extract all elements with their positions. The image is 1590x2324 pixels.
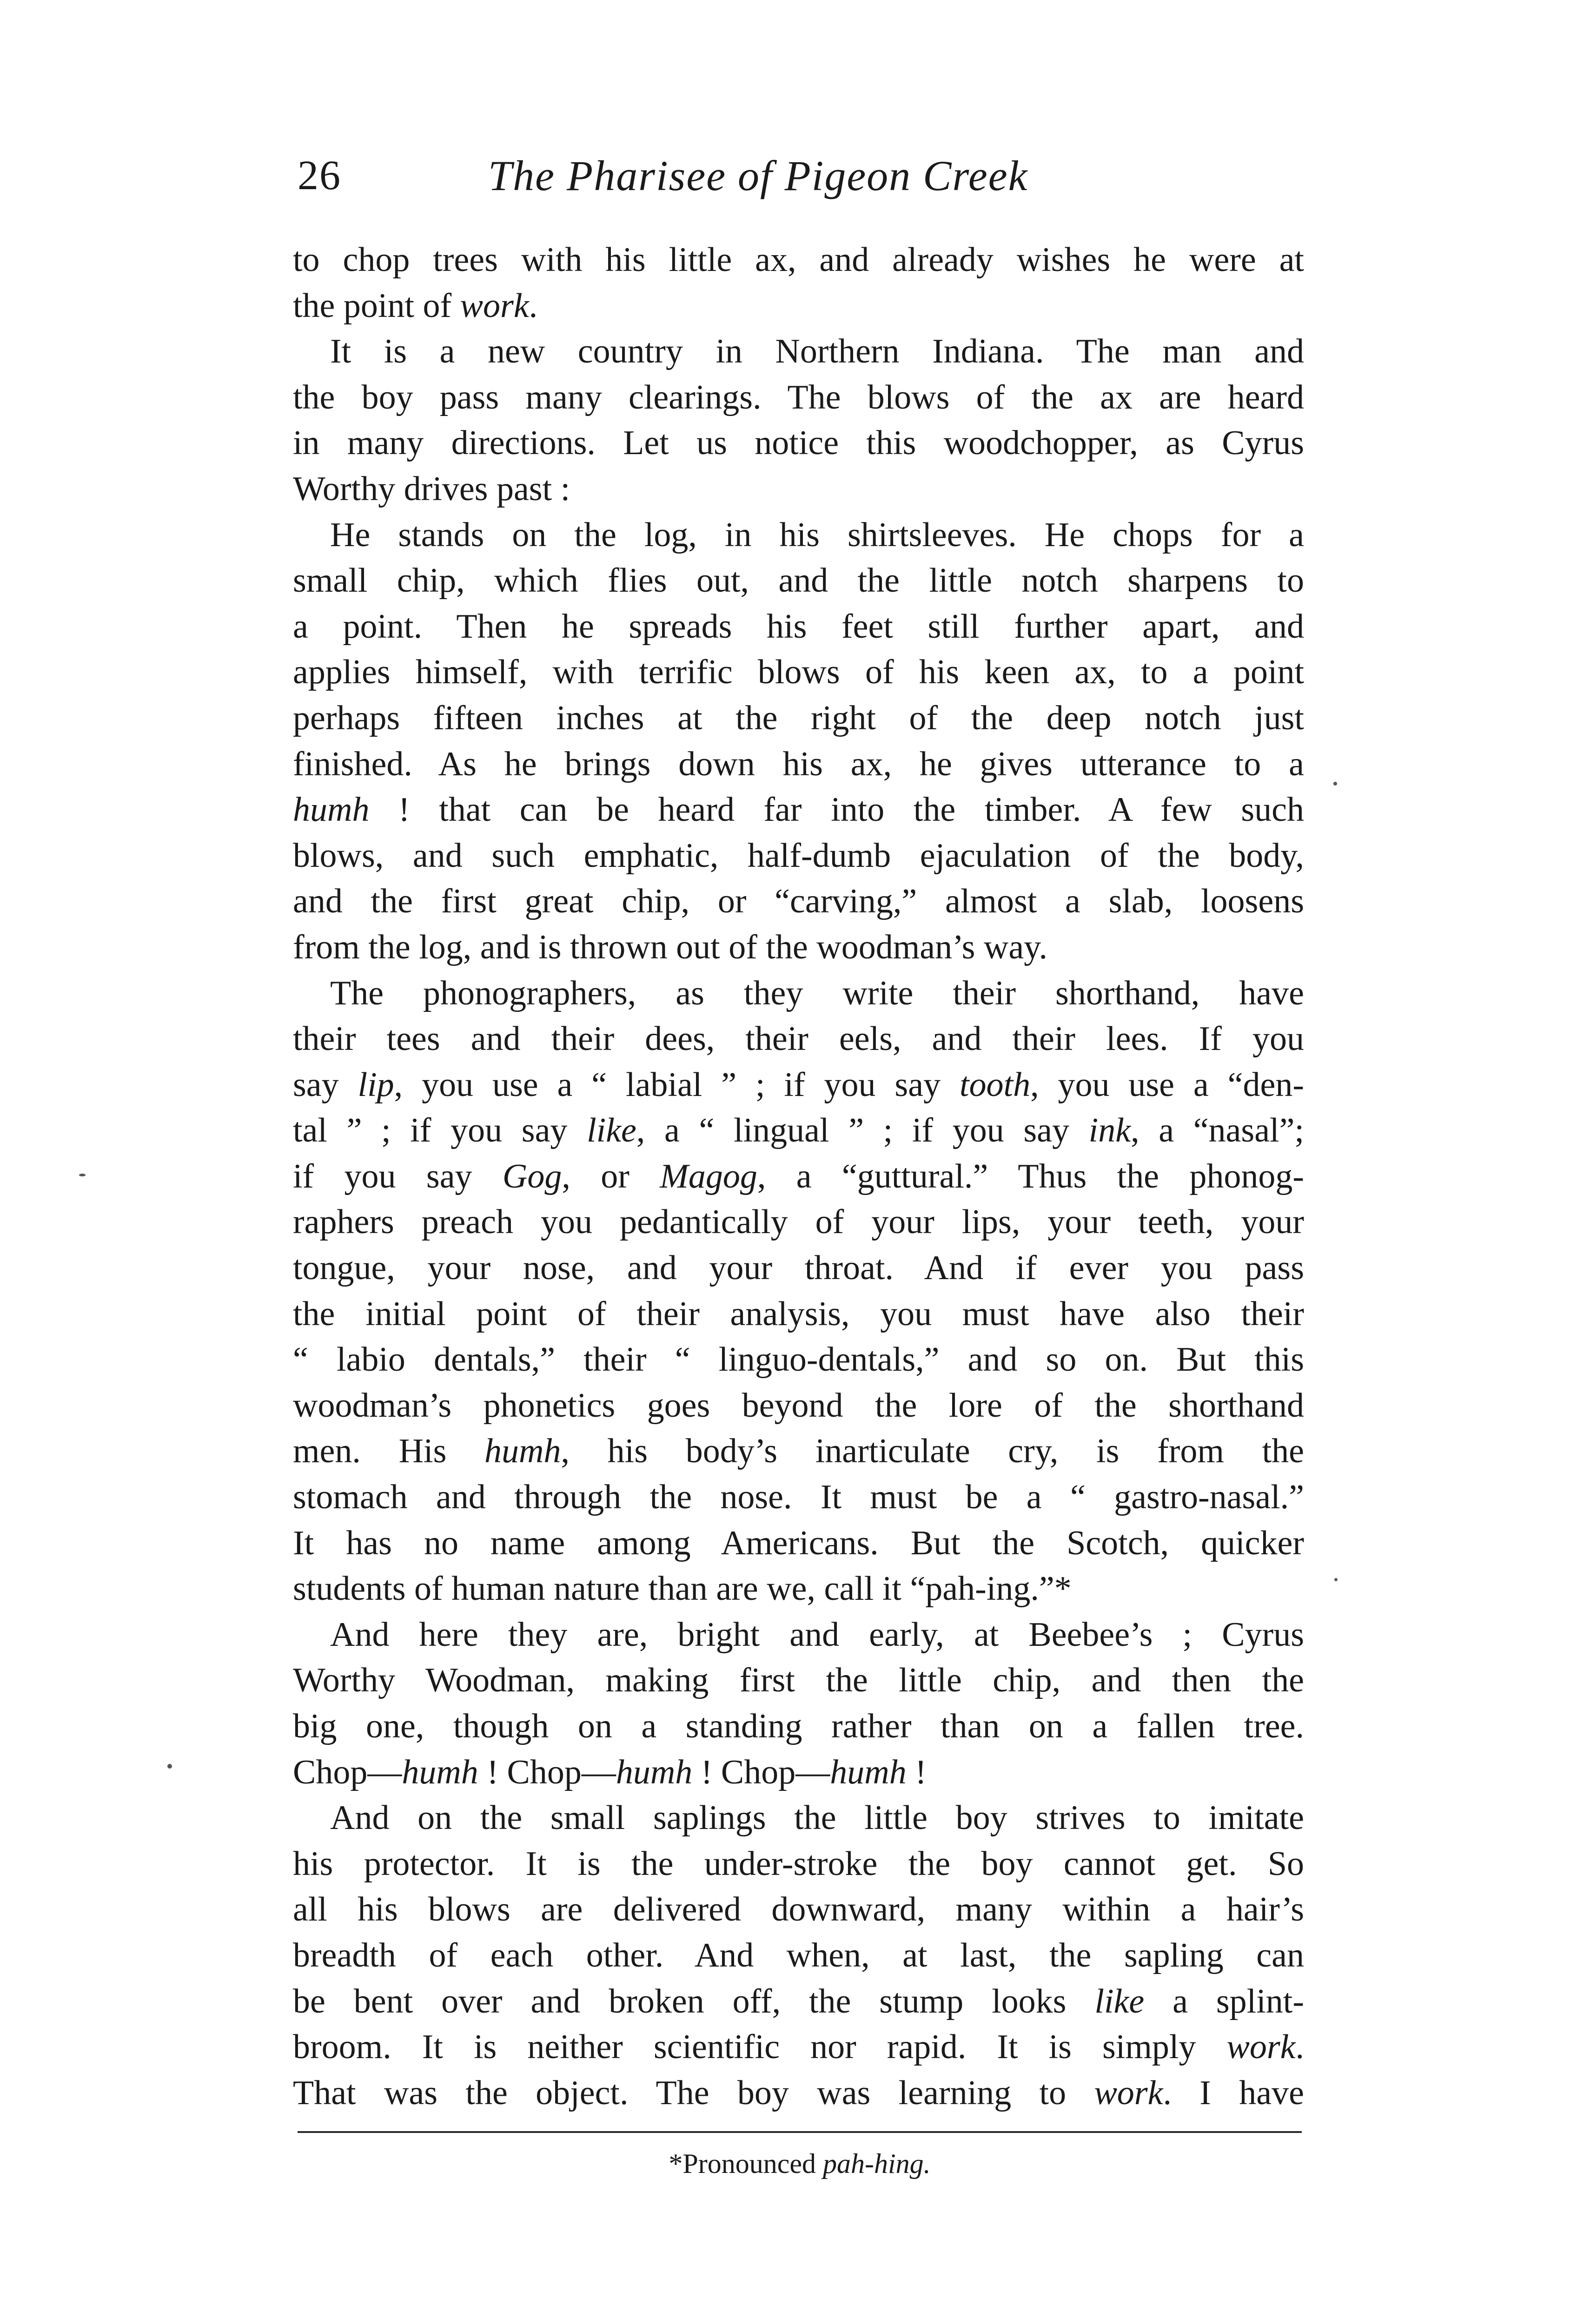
italic-term: lip <box>358 1065 394 1104</box>
italic-term: humh <box>293 791 370 829</box>
scan-speck <box>1334 1578 1338 1581</box>
text-line: their tees and their dees, their eels, and their lees. If you <box>293 1020 1304 1058</box>
italic-term: Gog <box>502 1157 562 1195</box>
text-line: It has no name among Americans. But the Scotch, quicker <box>293 1524 1304 1562</box>
text-line: raphers preach you pedantically of your lips, your teeth, your <box>293 1203 1304 1241</box>
text-line: That was the object. The boy was learning to work. I have <box>293 2073 1304 2112</box>
text-line: humh ! that can be heard far into the timber. A few such <box>293 791 1304 829</box>
text-line: the initial point of their analysis, you must have also their <box>293 1294 1304 1333</box>
text-line: blows, and such emphatic, half-dumb ejaculation of the body, <box>293 836 1304 875</box>
text-line: tongue, your nose, and your throat. And if ever you pass <box>293 1249 1304 1287</box>
italic-term: humh <box>484 1432 561 1471</box>
scan-speck <box>1333 782 1337 786</box>
running-header <box>298 148 1306 204</box>
text-line: He stands on the log, in his shirtsleeves. He chops for a <box>330 515 1304 554</box>
italic-term: Magog <box>660 1157 757 1195</box>
text-line: “ labio dentals,” their “ linguo-dentals,” and so on. But this <box>293 1340 1304 1379</box>
footnote-text: Pronounced <box>682 2148 816 2179</box>
text-line: Worthy Woodman, making first the little chip, and then the <box>293 1661 1304 1700</box>
text-line: big one, though on a standing rather than on a fallen tree. <box>293 1707 1304 1745</box>
italic-term: humh <box>830 1753 907 1791</box>
italic-term: tooth <box>959 1065 1031 1104</box>
text-line: applies himself, with terrific blows of his keen ax, to a point <box>293 653 1304 692</box>
footnote <box>298 2145 1302 2182</box>
text-line: be bent over and broken off, the stump looks like a splint- <box>293 1982 1304 2020</box>
text-line: stomach and through the nose. It must be a “ gastro-nasal.” <box>293 1478 1304 1517</box>
footnote-marker: * <box>669 2148 683 2179</box>
footnote-rule <box>298 2131 1302 2133</box>
text-line: finished. As he brings down his ax, he gives utterance to a <box>293 745 1304 783</box>
paragraph <box>293 512 1304 971</box>
text-line: if you say Gog, or Magog, a “guttural.” Thus the phonog- <box>293 1157 1304 1195</box>
text-line: And on the small saplings the little boy strives to imitate <box>330 1799 1304 1837</box>
text-line: say lip, you use a “ labial ” ; if you say tooth, you use a “den- <box>293 1065 1304 1104</box>
paragraph <box>293 1795 1304 2116</box>
paragraph <box>293 329 1304 512</box>
text-line: the boy pass many clearings. The blows of the ax are heard <box>293 378 1304 416</box>
text-line: breadth of each other. And when, at last, the sapling can <box>293 1936 1304 1974</box>
scan-speck <box>79 1174 86 1176</box>
text-line: his protector. It is the under-stroke the boy cannot get. So <box>293 1844 1304 1883</box>
scan-speck <box>167 1764 172 1769</box>
italic-term: like <box>587 1111 636 1150</box>
text-line: woodman’s phonetics goes beyond the lore of the shorthand <box>293 1386 1304 1425</box>
text-line: perhaps fifteen inches at the right of the deep notch just <box>293 699 1304 737</box>
footnote-term: pah-hing. <box>822 2148 931 2179</box>
text-line: in many directions. Let us notice this woodchopper, as Cyrus <box>293 424 1304 462</box>
page-number: 26 <box>298 152 341 198</box>
text-line: students of human nature than are we, call it “pah-ing.”* <box>293 1570 1072 1608</box>
text-line: to chop trees with his little ax, and already wishes he were at <box>293 241 1304 279</box>
text-line: tal ” ; if you say like, a “ lingual ” ; if you say ink, a “nasal”; <box>293 1111 1305 1150</box>
paragraph <box>293 237 1304 329</box>
paragraph <box>293 971 1304 1612</box>
text-line: The phonographers, as they write their shorthand, have <box>330 974 1304 1012</box>
text-line: Worthy drives past : <box>293 469 570 508</box>
text-line: from the log, and is thrown out of the woodman’s way. <box>293 928 1047 966</box>
paragraph <box>293 1612 1304 1795</box>
text-line: the point of work. <box>293 286 538 325</box>
text-line: small chip, which flies out, and the little notch sharpens to <box>293 561 1304 600</box>
italic-term: work <box>1094 2073 1163 2112</box>
running-title: The Pharisee of Pigeon Creek <box>488 152 1028 199</box>
italic-term: work <box>1226 2028 1296 2067</box>
text-line: and the first great chip, or “carving,” almost a slab, loosens <box>293 882 1304 921</box>
text-line: a point. Then he spreads his feet still further apart, and <box>293 607 1304 646</box>
italic-term: humh <box>616 1753 693 1791</box>
text-line: all his blows are delivered downward, many within a hair’s <box>293 1890 1304 1929</box>
text-line: It is a new country in Northern Indiana. The man and <box>330 332 1304 371</box>
body-text <box>293 237 1304 2116</box>
text-line: And here they are, bright and early, at Beebee’s ; Cyrus <box>330 1615 1304 1654</box>
text-line: broom. It is neither scientific nor rapid. It is simply work. <box>293 2028 1304 2067</box>
italic-term: ink <box>1088 1111 1131 1150</box>
text-line: Chop—humh ! Chop—humh ! Chop—humh ! <box>293 1753 927 1791</box>
italic-term: work <box>460 286 529 325</box>
italic-term: humh <box>402 1753 478 1791</box>
text-line: men. His humh, his body’s inarticulate cry, is from the <box>293 1432 1305 1471</box>
italic-term: like <box>1094 1982 1145 2020</box>
